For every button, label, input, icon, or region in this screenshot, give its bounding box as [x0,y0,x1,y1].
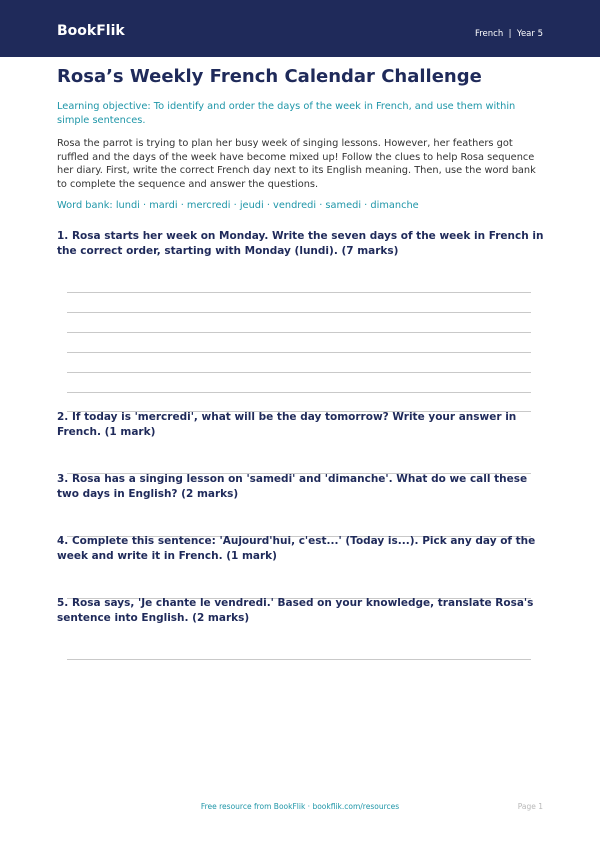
question-1: 1. Rosa starts her week on Monday. Write the seven days of the week in French in the correct order, starting with Monday (lundi). (7 marks) [57,230,544,257]
answer-line-q1-1[interactable] [67,292,531,293]
footer-credit: Free resource from BookFlik · bookflik.com/resources [200,802,400,811]
learning-objective: Learning objective: To identify and order the days of the week in French, and use them within simple sentences. [57,101,516,126]
answer-line-q5[interactable] [67,659,531,660]
question-4: 4. Complete this sentence: 'Aujourd'hui, c'est...' (Today is...). Pick any day of the week and write it in French. (1 mark) [57,535,536,562]
brand-logo-text: BookFlik [57,23,125,39]
intro-paragraph: Rosa the parrot is trying to plan her busy week of singing lessons. However, her feathers got ruffled and the days of the week have become mixed up! Follow the clues to help Rosa sequence her diary. First, write the correct French day next to its English meaning. Then, use the word bank to complete the sequence and answer the questions. [57,138,536,190]
header-bar [0,0,600,57]
word-bank: Word bank: lundi · mardi · mercredi · jeudi · vendredi · samedi · dimanche [57,200,419,211]
question-5: 5. Rosa says, 'Je chante le vendredi.' Based on your knowledge, translate Rosa's sentence into English. (2 marks) [57,597,534,624]
question-2: 2. If today is 'mercredi', what will be the day tomorrow? Write your answer in French. (1 mark) [57,411,517,438]
answer-line-q1-5[interactable] [67,372,531,373]
answer-line-q1-4[interactable] [67,352,531,353]
answer-line-q1-6[interactable] [67,392,531,393]
page-number: Page 1 [517,802,543,811]
page-title: Rosa’s Weekly French Calendar Challenge [57,66,482,87]
subject-year-label: French | Year 5 [474,29,543,39]
answer-line-q1-3[interactable] [67,332,531,333]
answer-line-q1-2[interactable] [67,312,531,313]
question-3: 3. Rosa has a singing lesson on 'samedi' and 'dimanche'. What do we call these two days in English? (2 marks) [57,473,528,500]
